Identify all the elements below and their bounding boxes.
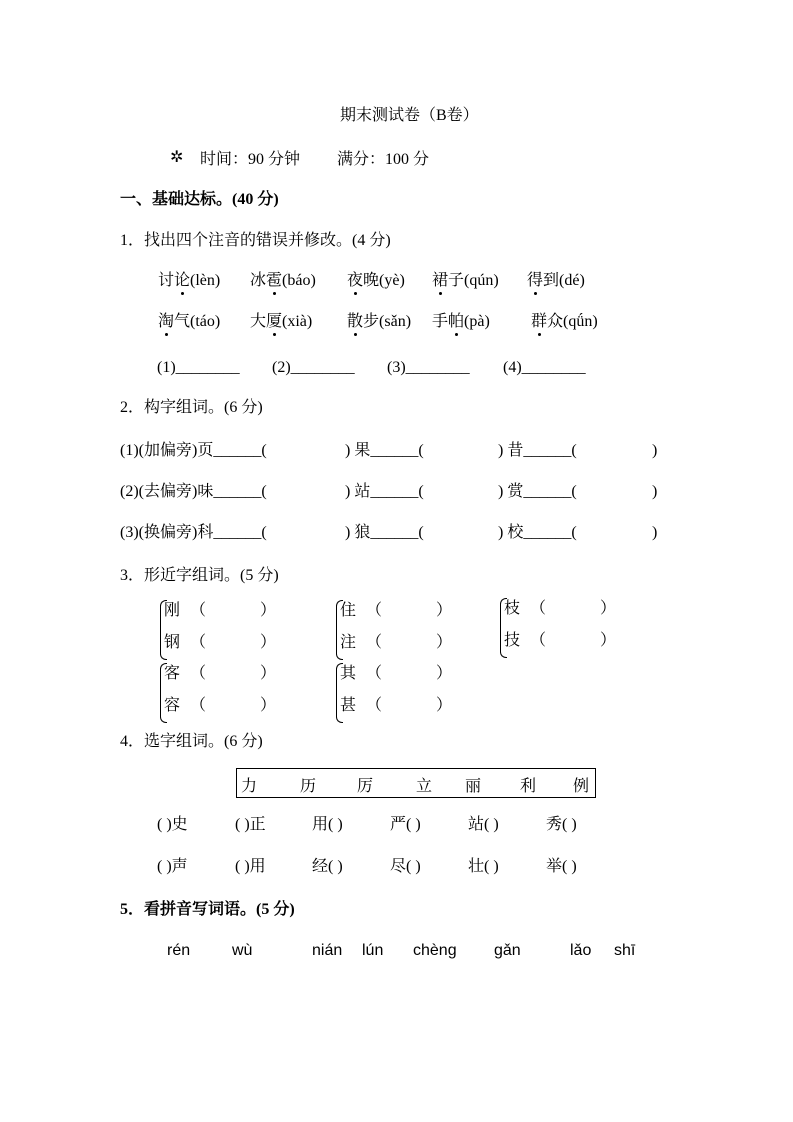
word-char: 步 xyxy=(363,313,380,330)
q2-blank-item[interactable]: ) 果______( xyxy=(345,442,424,459)
word-char: 夜 xyxy=(347,272,364,289)
pinyin-syllable: lún xyxy=(362,942,384,959)
word-item xyxy=(158,312,220,332)
choice-char: 丽 xyxy=(465,778,482,795)
answer-blank[interactable]: (1)________ xyxy=(157,359,240,376)
word-item xyxy=(158,271,220,291)
pinyin: (qún) xyxy=(464,272,499,289)
choice-char: 利 xyxy=(520,778,537,795)
word-char: 厦 xyxy=(266,313,283,330)
answer-blank[interactable]: (3)________ xyxy=(387,359,470,376)
section-heading: 一、基础达标。(40 分) xyxy=(120,191,279,208)
open-paren[interactable]: （ xyxy=(366,602,383,619)
fill-blank[interactable]: 尽( ) xyxy=(390,858,421,875)
choice-char: 例 xyxy=(573,778,590,795)
open-paren[interactable]: （ xyxy=(530,632,547,649)
word-char: 众 xyxy=(547,313,564,330)
pinyin: (yè) xyxy=(379,272,405,289)
choice-char: 厉 xyxy=(357,778,374,795)
pinyin: (qǘn) xyxy=(563,313,598,330)
fill-blank[interactable]: ( )史 xyxy=(157,816,188,833)
fill-blank[interactable]: 壮( ) xyxy=(468,858,499,875)
fill-blank[interactable]: ( )用 xyxy=(235,858,266,875)
similar-char: 技 xyxy=(504,632,521,649)
open-paren[interactable]: （ xyxy=(366,697,383,714)
q2-blank-item[interactable]: ) 站______( xyxy=(345,483,424,500)
pinyin: (lèn) xyxy=(190,272,221,289)
fill-blank[interactable]: 举( ) xyxy=(546,858,577,875)
similar-char: 枝 xyxy=(504,600,521,617)
char-choice-box xyxy=(236,768,596,798)
word-char: 雹 xyxy=(266,272,283,289)
word-item xyxy=(432,312,490,332)
pinyin-syllable: shī xyxy=(614,942,636,959)
word-item xyxy=(531,312,598,332)
similar-char: 其 xyxy=(340,665,357,682)
open-paren[interactable]: （ xyxy=(366,665,383,682)
close-paren: ） xyxy=(600,600,617,617)
q1-title: 1．找出四个注音的错误并修改。(4 分) xyxy=(120,232,391,249)
choice-char: 力 xyxy=(241,778,258,795)
open-paren[interactable]: （ xyxy=(190,665,207,682)
word-item xyxy=(250,312,312,332)
open-paren[interactable]: （ xyxy=(530,600,547,617)
fill-blank[interactable]: 秀( ) xyxy=(546,816,577,833)
q5-title: 5．看拼音写词语。(5 分) xyxy=(120,901,295,918)
word-char: 散 xyxy=(347,313,364,330)
word-char: 得 xyxy=(527,272,544,289)
word-item xyxy=(347,312,411,332)
fill-blank[interactable]: 严( ) xyxy=(390,816,421,833)
pinyin-syllable: gǎn xyxy=(494,942,521,959)
pinyin: (dé) xyxy=(559,272,585,289)
similar-char: 容 xyxy=(164,697,181,714)
close-paren: ） xyxy=(436,634,453,651)
close-paren: ） xyxy=(436,602,453,619)
page-title: 期末测试卷（B卷） xyxy=(340,107,479,124)
q2-blank-item[interactable]: ) 赏______( xyxy=(498,483,577,500)
word-char: 群 xyxy=(531,313,548,330)
open-paren[interactable]: （ xyxy=(190,602,207,619)
similar-char: 刚 xyxy=(164,602,181,619)
close-paren: ） xyxy=(260,634,277,651)
pinyin-syllable: rén xyxy=(167,942,191,959)
choice-char: 立 xyxy=(416,778,433,795)
score-info: 满分：100 分 xyxy=(337,151,430,168)
pinyin: (táo) xyxy=(190,313,221,330)
pinyin-syllable: wù xyxy=(232,942,253,959)
word-char: 裙 xyxy=(432,272,449,289)
answer-blank[interactable]: (4)________ xyxy=(503,359,586,376)
pinyin: (báo) xyxy=(282,272,316,289)
close-paren: ） xyxy=(600,632,617,649)
word-char: 到 xyxy=(543,272,560,289)
fill-blank[interactable]: ( )正 xyxy=(235,816,266,833)
word-char: 大 xyxy=(250,313,267,330)
q2-blank-item[interactable]: ) 狼______( xyxy=(345,524,424,541)
fill-blank[interactable]: 经( ) xyxy=(312,858,343,875)
pinyin-syllable: lǎo xyxy=(570,942,592,959)
fill-blank[interactable]: ( )声 xyxy=(157,858,188,875)
q2-blank-item[interactable]: ) 昔______( xyxy=(498,442,577,459)
word-item xyxy=(432,271,499,291)
similar-char: 住 xyxy=(340,602,357,619)
q2-row-label: (3)(换偏旁)科______( xyxy=(120,524,267,541)
similar-char: 客 xyxy=(164,665,181,682)
close-paren: ） xyxy=(260,697,277,714)
open-paren[interactable]: （ xyxy=(190,634,207,651)
pinyin: (pà) xyxy=(464,313,490,330)
word-char: 冰 xyxy=(250,272,267,289)
word-char: 帕 xyxy=(448,313,465,330)
fill-blank[interactable]: 用( ) xyxy=(312,816,343,833)
word-char: 论 xyxy=(174,272,191,289)
close-paren: ） xyxy=(260,602,277,619)
q2-title: 2．构字组词。(6 分) xyxy=(120,399,263,416)
time-info: 时间：90 分钟 xyxy=(200,151,301,168)
q2-blank-item[interactable]: ) xyxy=(652,442,658,459)
pinyin-syllable: nián xyxy=(312,942,343,959)
clock-icon: ✲ xyxy=(170,149,184,166)
word-item xyxy=(347,271,405,291)
open-paren[interactable]: （ xyxy=(190,697,207,714)
word-char: 手 xyxy=(432,313,449,330)
similar-char: 甚 xyxy=(340,697,357,714)
word-item xyxy=(250,271,316,291)
word-char: 讨 xyxy=(158,272,175,289)
pinyin-syllable: chèng xyxy=(413,942,457,959)
open-paren[interactable]: （ xyxy=(366,634,383,651)
q2-blank-item[interactable]: ) xyxy=(652,483,658,500)
similar-char: 注 xyxy=(340,634,357,651)
q2-blank-item[interactable]: ) xyxy=(652,524,658,541)
choice-char: 历 xyxy=(300,778,317,795)
word-char: 子 xyxy=(448,272,465,289)
q2-blank-item[interactable]: ) 校______( xyxy=(498,524,577,541)
word-char: 晚 xyxy=(363,272,380,289)
q4-title: 4．选字组词。(6 分) xyxy=(120,733,263,750)
fill-blank[interactable]: 站( ) xyxy=(468,816,499,833)
pinyin: (sǎn) xyxy=(379,313,412,330)
word-char: 淘 xyxy=(158,313,175,330)
q3-title: 3．形近字组词。(5 分) xyxy=(120,567,279,584)
word-item xyxy=(527,271,585,291)
word-char: 气 xyxy=(174,313,191,330)
similar-char: 钢 xyxy=(164,634,181,651)
pinyin: (xià) xyxy=(282,313,313,330)
close-paren: ） xyxy=(436,697,453,714)
close-paren: ） xyxy=(260,665,277,682)
close-paren: ） xyxy=(436,665,453,682)
q2-row-label: (1)(加偏旁)页______( xyxy=(120,442,267,459)
answer-blank[interactable]: (2)________ xyxy=(272,359,355,376)
q2-row-label: (2)(去偏旁)味______( xyxy=(120,483,267,500)
